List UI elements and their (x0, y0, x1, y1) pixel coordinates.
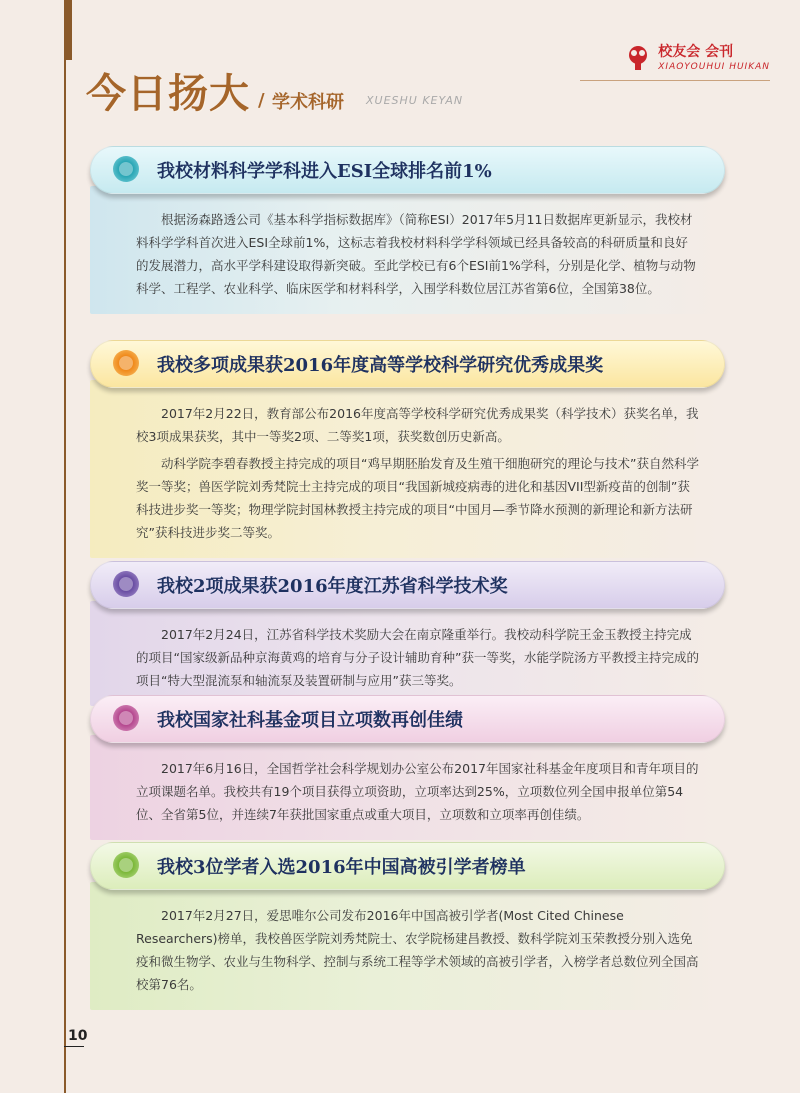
section-title: 学术科研 (272, 92, 344, 113)
section-body (90, 186, 725, 314)
section-heading: 我校材料科学学科进入ESI全球排名前1% (157, 161, 492, 182)
section-header (90, 842, 725, 890)
section-heading: 我校多项成果获2016年度高等学校科学研究优秀成果奖 (157, 355, 604, 376)
section-body (90, 882, 725, 1010)
section-header (90, 146, 725, 194)
news-section-jiangsu-award (90, 561, 725, 706)
bullet-circle-icon (113, 350, 139, 376)
paragraph: 2017年6月16日，全国哲学社会科学规划办公室公布2017年国家社科基金年度项目和青年项目的立项课题名单。我校共有19个项目获得立项资助，立项率达到25%，立项数位列全国申报单位第54位、全省第5位，并连续7年获批国家重点或重大项目，立项数和立项率再创佳绩。 (136, 761, 699, 822)
section-heading: 我校2项成果获2016年度江苏省科学技术奖 (157, 576, 508, 597)
bullet-circle-icon (113, 156, 139, 182)
section-body (90, 380, 725, 558)
header-divider (580, 80, 770, 81)
alumni-logo-icon (624, 44, 652, 72)
news-section-cited-researchers (90, 842, 725, 1010)
journal-badge (624, 44, 770, 72)
journal-pinyin: XIAOYOUHUI HUIKAN (658, 62, 770, 72)
journal-title: 校友会 会刊 (658, 44, 734, 60)
brand-separator: / (258, 90, 265, 111)
section-body (90, 735, 725, 840)
paragraph: 2017年2月22日，教育部公布2016年度高等学校科学研究优秀成果奖（科学技术）获奖名单，我校3项成果获奖，其中一等奖2项、二等奖1项，获奖数创历史新高。 (136, 406, 699, 444)
paragraph: 根据汤森路透公司《基本科学指标数据库》（简称ESI）2017年5月11日数据库更新显示，我校材料科学学科首次进入ESI全球前1%，这标志着我校材料科学学科领域已经具备较高的科研质量和良好的发展潜力，高水平学科建设取得新突破。至此学校已有6个ESI前1%学科，分别是化学、植物与动物科学、工程学、农业科学、临床医学和材料科学，入围学科数位居江苏省第6位，全国第38位。 (136, 212, 696, 296)
paragraph: 2017年2月24日，江苏省科学技术奖励大会在南京隆重举行。我校动科学院王金玉教授主持完成的项目“国家级新品种京海黄鸡的培育与分子设计辅助育种”获一等奖，水能学院汤方平教授主持完成的项目“特大型混流泵和轴流泵及装置研制与应用”获三等奖。 (136, 627, 699, 688)
page-number-underline (64, 1046, 84, 1047)
paragraph: 2017年2月27日，爱思唯尔公司发布2016年中国高被引学者(Most Cited Chinese Researchers)榜单，我校兽医学院刘秀梵院士、农学院杨建昌教授、数科学院刘玉荣教授分别入选免疫和微生物学、农业与生物科学、控制与系统工程等学术领域的高被引学者，入榜学者总数位列全国高校第76名。 (136, 908, 699, 992)
section-header (90, 695, 725, 743)
section-pinyin: XUESHU KEYAN (366, 94, 464, 107)
brand-title: 今日扬大 (86, 71, 250, 117)
section-heading: 我校国家社科基金项目立项数再创佳绩 (157, 710, 463, 731)
bullet-circle-icon (113, 705, 139, 731)
section-header (90, 561, 725, 609)
bullet-circle-icon (113, 571, 139, 597)
news-section-education-award (90, 340, 725, 558)
section-heading: 我校3位学者入选2016年中国高被引学者榜单 (157, 857, 526, 878)
bullet-circle-icon (113, 852, 139, 878)
news-section-esi (90, 146, 725, 314)
margin-rule (64, 0, 66, 1093)
section-header (90, 340, 725, 388)
section-body (90, 601, 725, 706)
paragraph: 动科学院李碧春教授主持完成的项目“鸡早期胚胎发育及生殖干细胞研究的理论与技术”获自然科学奖一等奖；兽医学院刘秀梵院士主持完成的项目“我国新城疫病毒的进化和基因VII型新疫苗的创制”获科技进步奖一等奖；物理学院封国林教授主持完成的项目“中国月—季节降水预测的新理论和新方法研究”获科技进步奖二等奖。 (136, 456, 699, 540)
news-section-social-science (90, 695, 725, 840)
page-number: 10 (68, 1028, 88, 1044)
